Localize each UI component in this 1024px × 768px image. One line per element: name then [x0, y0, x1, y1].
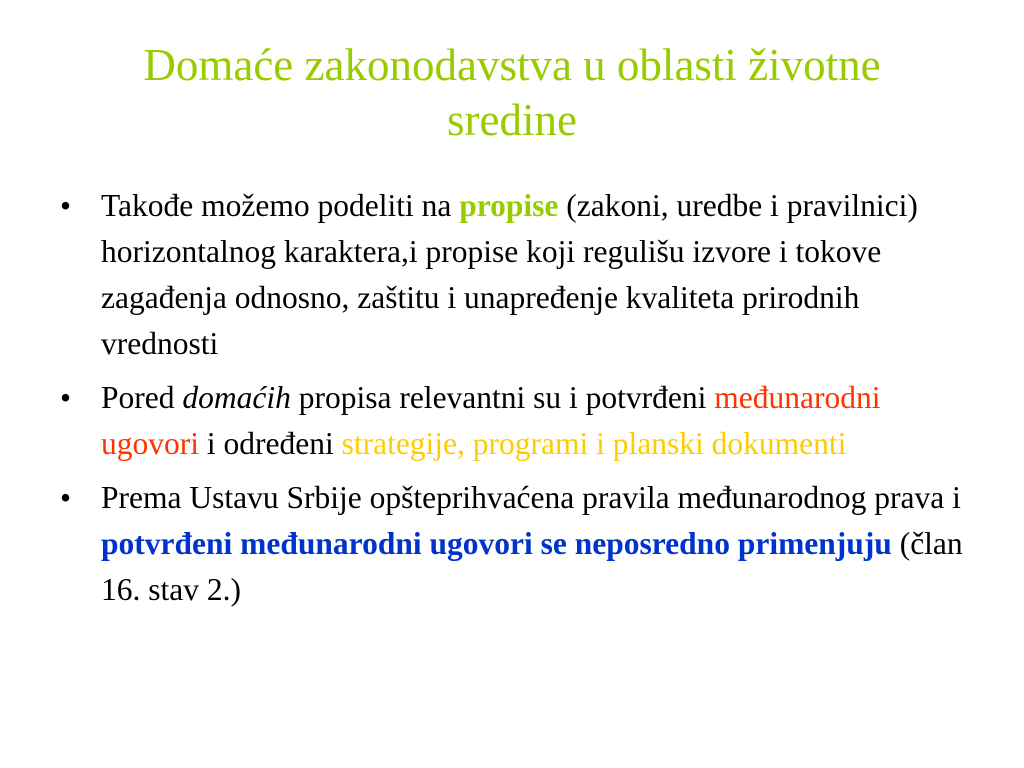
bullet-dot-icon: • [60, 480, 72, 515]
bullet-3-text-b: (član 16. stav 2.) [101, 526, 963, 607]
bullet-dot-icon: • [60, 188, 72, 223]
bullet-list [60, 183, 970, 621]
bullet-2-text-a: Pored [101, 380, 183, 415]
bullet-1-text-a: Takođe možemo podeliti na [101, 188, 460, 223]
bullet-dot-icon: • [60, 380, 72, 415]
slide-title-line-2: sredine [447, 95, 577, 145]
bullet-3-highlight-ugovori: potvrđeni međunarodni ugovori se neposredno primenjuju [101, 526, 892, 561]
bullet-1-highlight-propise: propise [459, 188, 559, 223]
slide-title-line-1: Domaće zakonodavstva u oblasti životne [143, 40, 881, 90]
bullet-item-2 [60, 375, 970, 467]
bullet-2-text-c: i određeni [199, 426, 342, 461]
bullet-item-1 [60, 183, 970, 367]
bullet-1-text-b: (zakoni, uredbe i pravilnici) horizontalnog karaktera,i propise koji regulišu izvore i tokove zagađenja odnosno, zaštitu i unapređenje kvaliteta prirodnih vrednosti [101, 188, 918, 361]
slide-title [60, 38, 964, 148]
bullet-3-text-a: Prema Ustavu Srbije opšteprihvaćena pravila međunarodnog prava i [101, 480, 961, 515]
bullet-2-italic-domacih: domaćih [182, 380, 291, 415]
bullet-item-3 [60, 475, 970, 613]
bullet-2-text-b: propisa relevantni su i potvrđeni [290, 380, 715, 415]
bullet-2-highlight-medjunarodni-ugovori: međunarodni ugovori [101, 380, 881, 461]
bullet-2-highlight-strategije: strategije, programi i planski dokumenti [341, 426, 847, 461]
